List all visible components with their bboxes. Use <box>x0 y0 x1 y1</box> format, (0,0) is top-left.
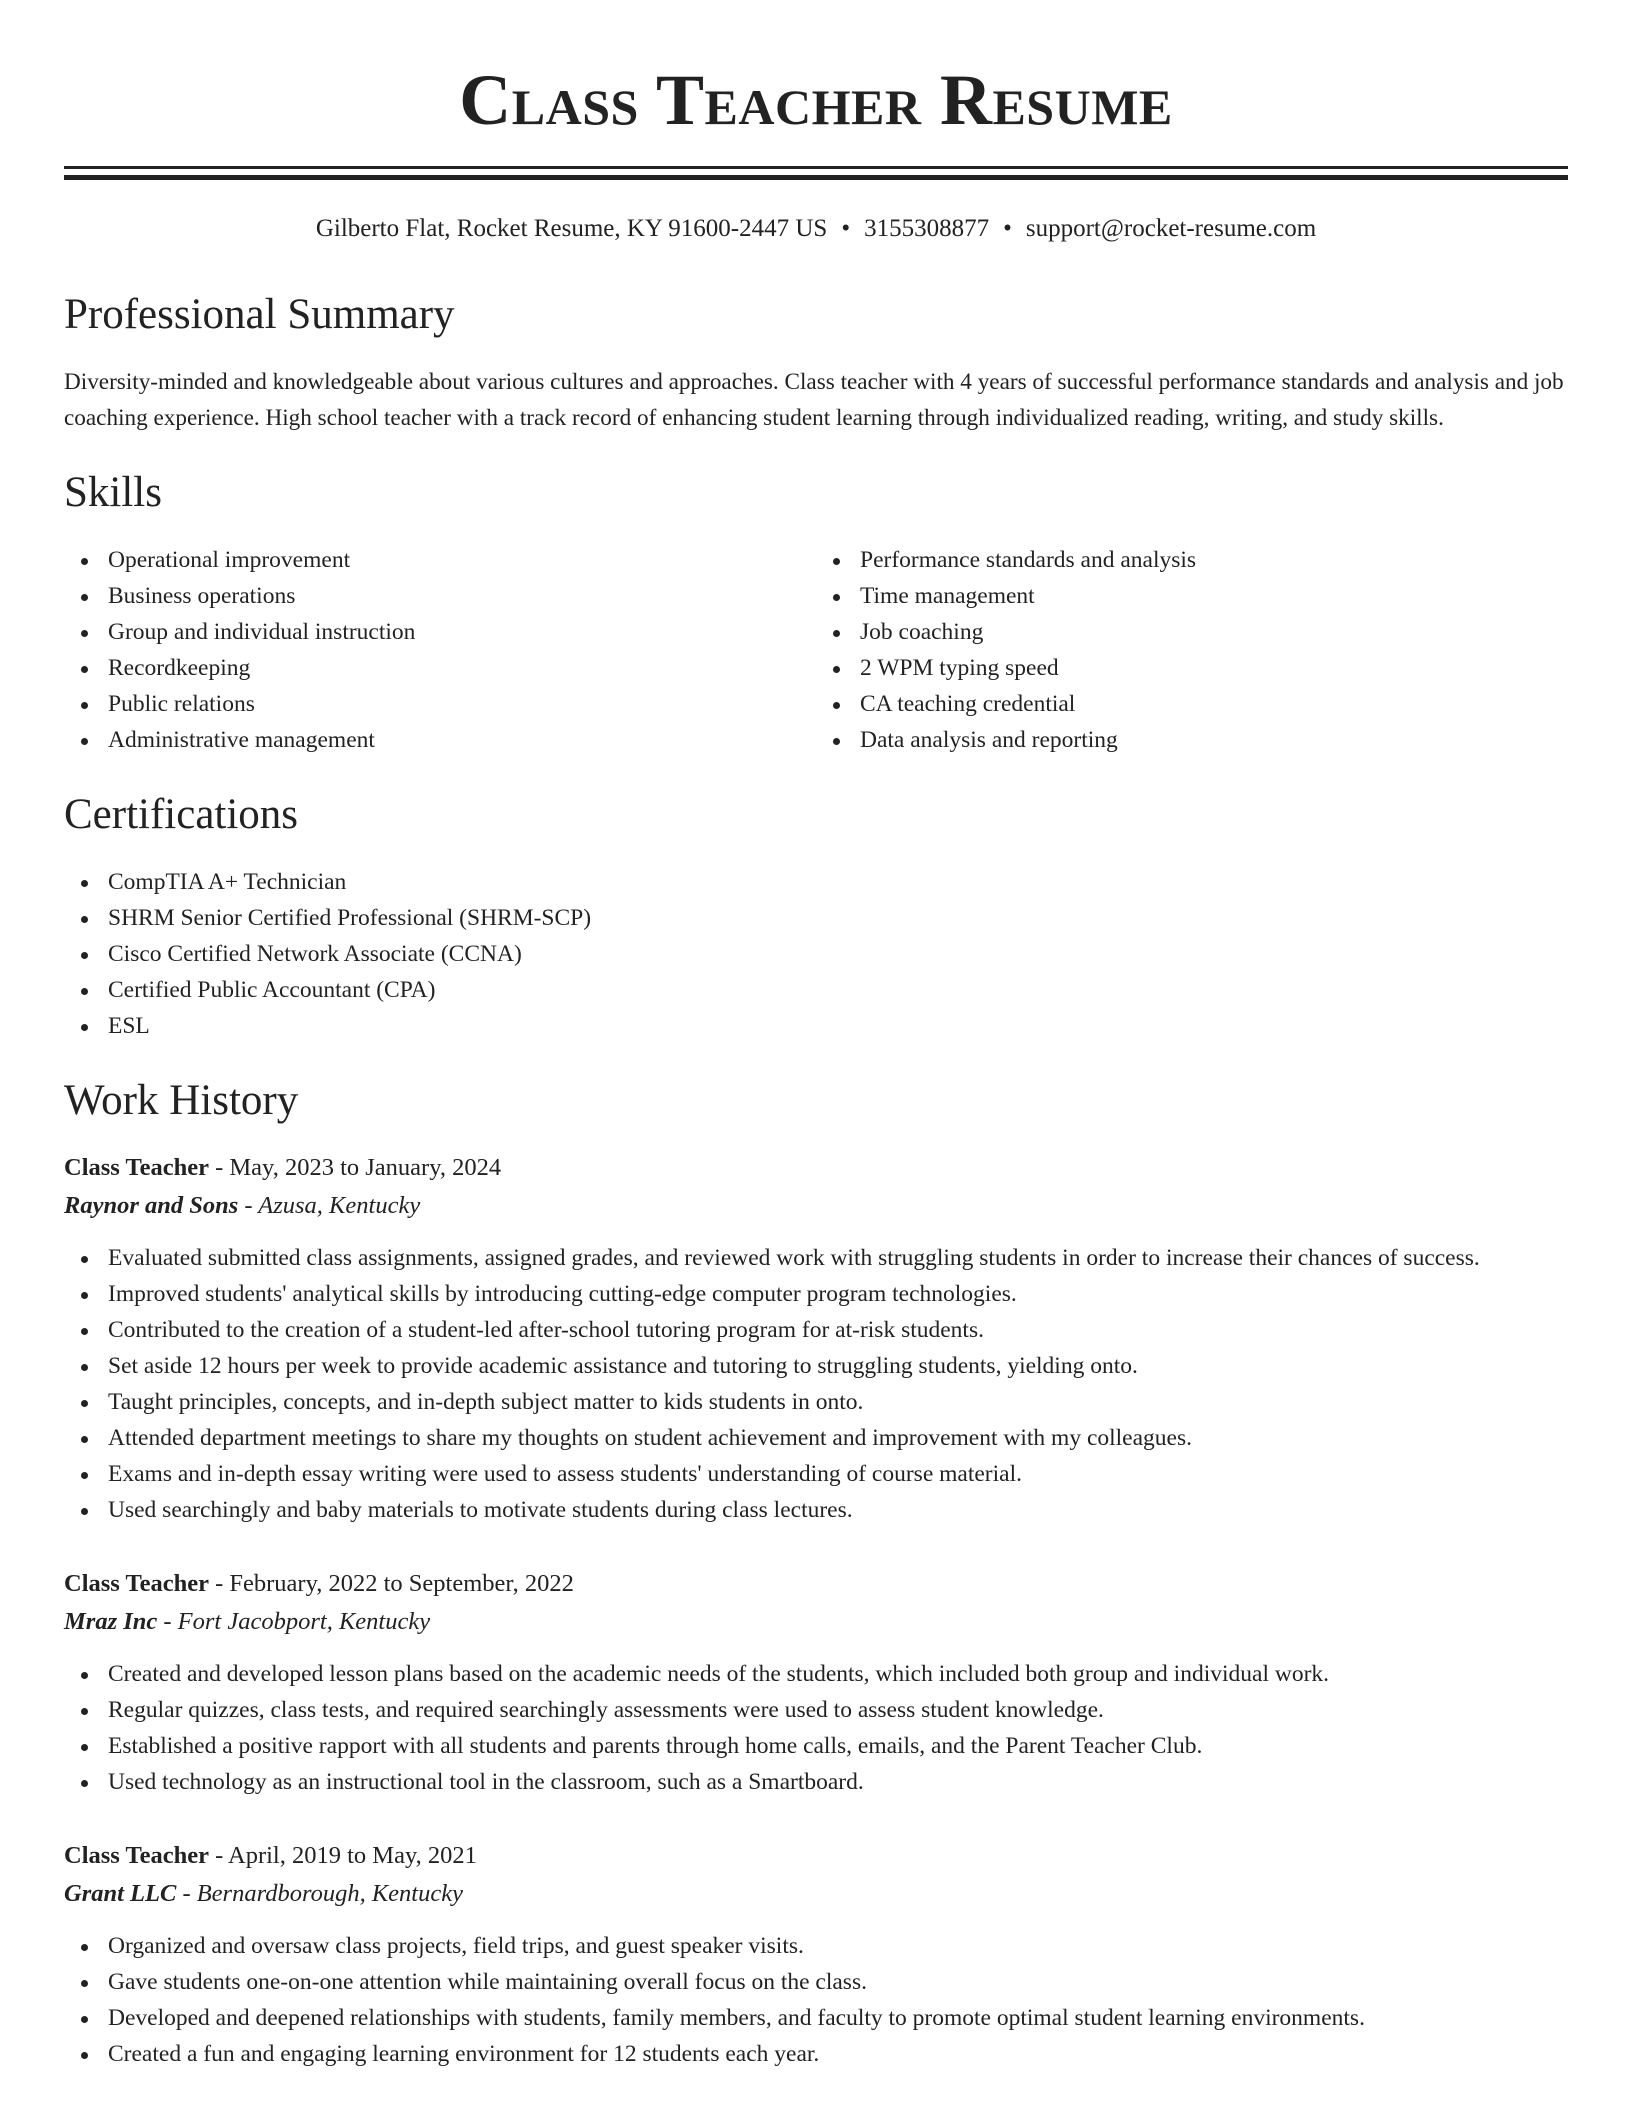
page-title: Class Teacher Resume <box>459 60 1173 140</box>
summary-text: Diversity-minded and knowledgeable about various cultures and approaches. Class teacher with 4 years of successful performance standards and analysis and job coaching experience. High school teacher with a track record of enhancing student learning through individualized reading, writing, and study skills. <box>64 369 1564 431</box>
certification-item: Certified Public Accountant (CPA) <box>64 972 1568 1008</box>
skill-item: Group and individual instruction <box>64 614 816 650</box>
job-dates: - April, 2019 to May, 2021 <box>215 1842 477 1869</box>
contact-address: Gilberto Flat, Rocket Resume, KY 91600-2447 US <box>315 215 828 242</box>
job-company: Raynor and Sons <box>64 1192 239 1219</box>
skills-list <box>64 542 1568 758</box>
certification-item: Cisco Certified Network Associate (CCNA) <box>64 936 1568 972</box>
skill-item: 2 WPM typing speed <box>816 650 1568 686</box>
certifications-list <box>64 864 1568 1044</box>
title-divider-thin <box>64 166 1568 169</box>
job-dates: - May, 2023 to January, 2024 <box>215 1154 502 1181</box>
contact-separator: • <box>1003 215 1012 242</box>
skills-heading: Skills <box>64 469 162 516</box>
skill-item: Administrative management <box>64 722 816 758</box>
job-bullet: Used technology as an instructional tool in the classroom, such as a Smartboard. <box>64 1764 1568 1800</box>
job-employer-line <box>64 1604 1568 1640</box>
job-title-line <box>64 1566 1568 1602</box>
job-title: Class Teacher <box>64 1842 209 1869</box>
job-bullet: Contributed to the creation of a student-led after-school tutoring program for at-risk students. <box>64 1312 1568 1348</box>
job-bullet: Set aside 12 hours per week to provide academic assistance and tutoring to struggling students, yielding onto. <box>64 1348 1568 1384</box>
certification-item: CompTIA A+ Technician <box>64 864 1568 900</box>
certification-item: ESL <box>64 1008 1568 1044</box>
skills-column-right <box>816 542 1568 758</box>
job-bullet: Organized and oversaw class projects, field trips, and guest speaker visits. <box>64 1928 1568 1964</box>
job-bullet: Exams and in-depth essay writing were used to assess students' understanding of course material. <box>64 1456 1568 1492</box>
job-bullet: Developed and deepened relationships with students, family members, and faculty to promote optimal student learning environments. <box>64 2000 1568 2036</box>
job-location: - Azusa, Kentucky <box>244 1192 421 1219</box>
job-location: - Fort Jacobport, Kentucky <box>163 1608 431 1635</box>
job-bullet: Used searchingly and baby materials to motivate students during class lectures. <box>64 1492 1568 1528</box>
job-bullets <box>64 1928 1568 2072</box>
skill-item: CA teaching credential <box>816 686 1568 722</box>
job-bullet: Attended department meetings to share my thoughts on student achievement and improvement with my colleagues. <box>64 1420 1568 1456</box>
job-location: - Bernardborough, Kentucky <box>182 1880 463 1907</box>
job-employer-line <box>64 1876 1568 1912</box>
job-entry <box>64 1838 1568 2072</box>
job-title-line <box>64 1838 1568 1874</box>
job-bullet: Evaluated submitted class assignments, assigned grades, and reviewed work with struggling students in order to increase their chances of success. <box>64 1240 1568 1276</box>
job-bullet: Created a fun and engaging learning environment for 12 students each year. <box>64 2036 1568 2072</box>
certifications-heading: Certifications <box>64 791 299 838</box>
job-bullet: Regular quizzes, class tests, and required searchingly assessments were used to assess student knowledge. <box>64 1692 1568 1728</box>
skill-item: Public relations <box>64 686 816 722</box>
job-company: Grant LLC <box>64 1880 177 1907</box>
job-bullet: Established a positive rapport with all students and parents through home calls, emails, and the Parent Teacher Club. <box>64 1728 1568 1764</box>
job-bullets <box>64 1656 1568 1800</box>
job-title: Class Teacher <box>64 1570 209 1597</box>
job-dates: - February, 2022 to September, 2022 <box>215 1570 574 1597</box>
job-title: Class Teacher <box>64 1154 209 1181</box>
job-entry <box>64 1150 1568 1528</box>
job-bullet: Gave students one-on-one attention while maintaining overall focus on the class. <box>64 1964 1568 2000</box>
skill-item: Recordkeeping <box>64 650 816 686</box>
skill-item: Time management <box>816 578 1568 614</box>
job-employer-line <box>64 1188 1568 1224</box>
certification-item: SHRM Senior Certified Professional (SHRM-SCP) <box>64 900 1568 936</box>
skill-item: Job coaching <box>816 614 1568 650</box>
job-bullet: Created and developed lesson plans based on the academic needs of the students, which included both group and individual work. <box>64 1656 1568 1692</box>
contact-email[interactable]: support@rocket-resume.com <box>1025 215 1317 242</box>
contact-line <box>64 216 1568 241</box>
title-divider-thick <box>64 175 1568 180</box>
contact-phone: 3155308877 <box>864 215 990 242</box>
job-company: Mraz Inc <box>64 1608 158 1635</box>
skills-column-left <box>64 542 816 758</box>
work-history-heading: Work History <box>64 1077 299 1124</box>
job-bullet: Taught principles, concepts, and in-depth subject matter to kids students in onto. <box>64 1384 1568 1420</box>
job-bullet: Improved students' analytical skills by introducing cutting-edge computer program technologies. <box>64 1276 1568 1312</box>
skill-item: Performance standards and analysis <box>816 542 1568 578</box>
job-bullets <box>64 1240 1568 1528</box>
summary-heading: Professional Summary <box>64 291 455 338</box>
skill-item: Data analysis and reporting <box>816 722 1568 758</box>
skill-item: Business operations <box>64 578 816 614</box>
skill-item: Operational improvement <box>64 542 816 578</box>
job-title-line <box>64 1150 1568 1186</box>
contact-separator: • <box>841 215 851 242</box>
job-entry <box>64 1566 1568 1800</box>
